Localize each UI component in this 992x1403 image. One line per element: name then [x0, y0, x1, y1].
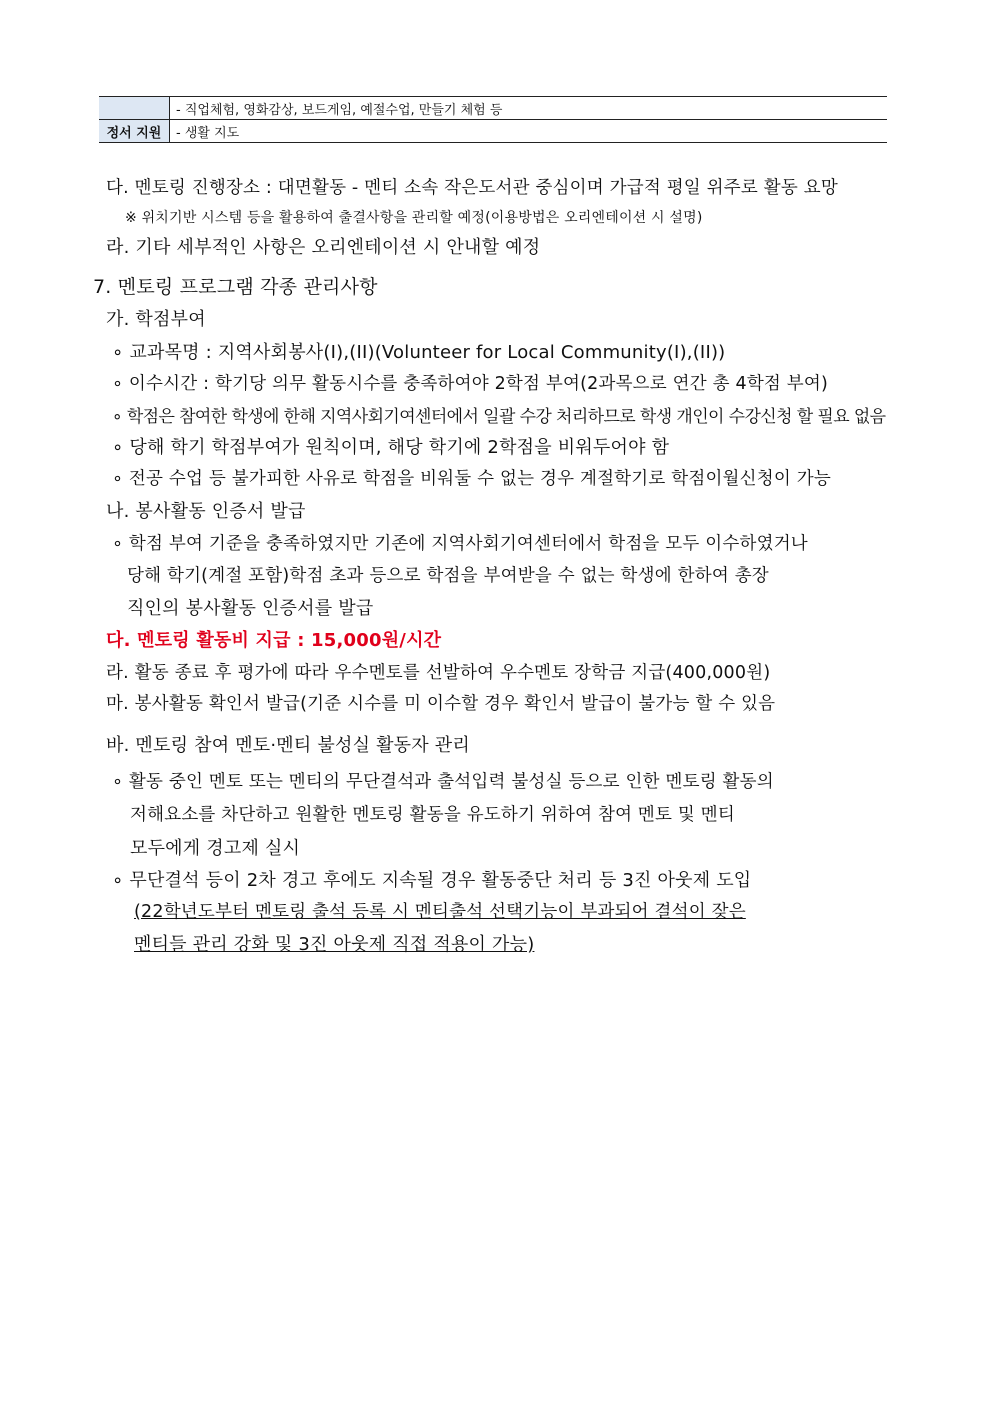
- management-item-2-note-line-2: 멘티들 관리 강화 및 3진 아웃제 직접 적용이 가능): [134, 934, 535, 955]
- award-line: 라. 활동 종료 후 평가에 따라 우수멘토를 선발하여 우수멘토 장학금 지급(400,000원): [106, 663, 771, 683]
- certificate-item-line-3: 직인의 봉사활동 인증서를 발급: [127, 598, 374, 619]
- management-item-1-line-2: 저해요소를 차단하고 원활한 멘토링 활동을 유도하기 위하여 참여 멘토 및 멘티: [130, 805, 735, 825]
- certificate-heading: 나. 봉사활동 인증서 발급: [106, 501, 306, 522]
- table-row-content: - 직업체험, 영화감상, 보드게임, 예절수업, 만들기 체험 등: [170, 97, 888, 120]
- management-item-1-line-3: 모두에게 경고제 실시: [130, 838, 301, 859]
- table-row: [99, 97, 887, 120]
- confirmation-line: 마. 봉사활동 확인서 발급(기준 시수를 미 이수할 경우 확인서 발급이 불가능 할 수 있음: [106, 694, 776, 714]
- credit-item-course: ∘ 교과목명 : 지역사회봉사(I),(II)(Volunteer for Local Community(I),(II)): [112, 342, 726, 363]
- table-row-header: [99, 97, 170, 120]
- management-item-1-line-1: ∘ 활동 중인 멘토 또는 멘티의 무단결석과 출석입력 불성실 등으로 인한 멘토링 활동의: [112, 772, 774, 792]
- credit-item-principle: ∘ 당해 학기 학점부여가 원칙이며, 해당 학기에 2학점을 비워두어야 함: [112, 437, 670, 458]
- table-row-content: - 생활 지도: [170, 120, 888, 143]
- credit-item-registration: ∘ 학점은 참여한 학생에 한해 지역사회기여센터에서 일괄 수강 처리하므로 학생 개인이 수강신청 할 필요 없음: [112, 407, 886, 427]
- support-table: [99, 96, 887, 143]
- management-item-2-note-line-1: (22학년도부터 멘토링 출석 등록 시 멘티출석 선택기능이 부과되어 결석이 잦은: [134, 902, 746, 922]
- table-row-header: 정서 지원: [99, 120, 170, 143]
- credit-heading: 가. 학점부여: [106, 309, 206, 330]
- credit-item-hours: ∘ 이수시간 : 학기당 의무 활동시수를 충족하여야 2학점 부여(2과목으로 연간 총 4학점 부여): [112, 374, 829, 394]
- credit-item-carryover: ∘ 전공 수업 등 불가피한 사유로 학점을 비워둘 수 없는 경우 계절학기로 학점이월신청이 가능: [112, 469, 831, 489]
- etc-line: 라. 기타 세부적인 사항은 오리엔테이션 시 안내할 예정: [106, 237, 541, 258]
- certificate-item-line-2: 당해 학기(계절 포함)학점 초과 등으로 학점을 부여받을 수 없는 학생에 한하여 총장: [127, 566, 769, 586]
- meeting-place-note: ※ 위치기반 시스템 등을 활용하여 출결사항을 관리할 예정(이용방법은 오리엔테이션 시 설명): [125, 210, 703, 226]
- certificate-item-line-1: ∘ 학점 부여 기준을 충족하였지만 기존에 지역사회기여센터에서 학점을 모두 이수하였거나: [112, 534, 808, 554]
- management-item-2: ∘ 무단결석 등이 2차 경고 후에도 지속될 경우 활동중단 처리 등 3진 아웃제 도입: [112, 870, 752, 891]
- table-row: [99, 120, 887, 143]
- section-7-heading: 7. 멘토링 프로그램 각종 관리사항: [93, 276, 378, 298]
- meeting-place-line: 다. 멘토링 진행장소 : 대면활동 - 멘티 소속 작은도서관 중심이며 가급적 평일 위주로 활동 요망: [106, 178, 838, 198]
- activity-pay-line: 다. 멘토링 활동비 지급 : 15,000원/시간: [106, 630, 442, 651]
- management-heading: 바. 멘토링 참여 멘토·멘티 불성실 활동자 관리: [106, 735, 470, 756]
